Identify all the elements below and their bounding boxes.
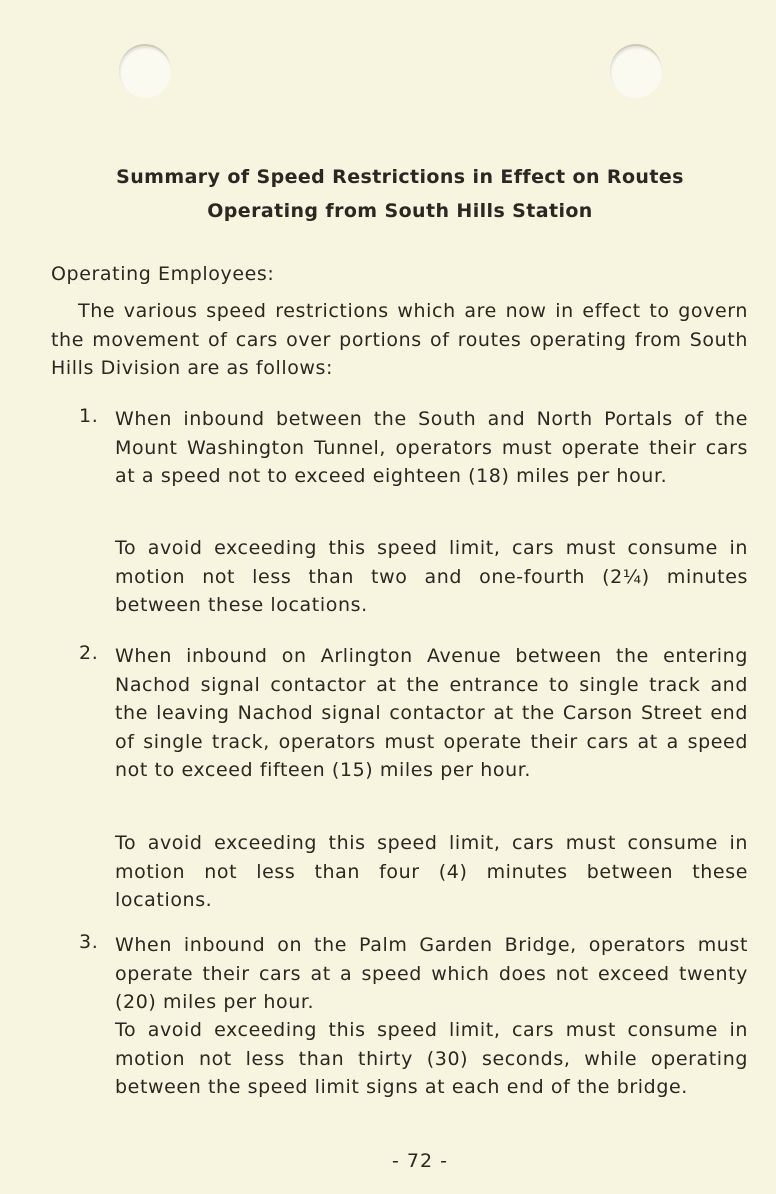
item-number: 1. [79,405,99,427]
item-number: 3. [79,931,99,953]
intro-paragraph: The various speed restrictions which are now in effect to govern the movement of cars over portions of routes operating from South Hills Division are as follows: [51,300,748,379]
salutation: Operating Employees: [51,263,275,285]
item-note: To avoid exceeding this speed limit, cars must consume in motion not less than thirty (30) seconds, while operating between the speed limit signs at each end of the bridge. [115,1019,748,1098]
item-note: To avoid exceeding this speed limit, cars must consume in motion not less than two and one-fourth (2¼) minutes between these locations. [115,537,748,616]
item-number: 2. [79,642,99,664]
binder-hole-left [119,44,171,98]
item-note: To avoid exceeding this speed limit, cars must consume in motion not less than four (4) minutes between these locations. [115,832,748,911]
binder-hole-right [610,44,662,98]
title-line-2: Operating from South Hills Station [207,200,593,222]
item-rule: When inbound between the South and North Portals of the Mount Washington Tunnel, operators must operate their cars at a speed not to exceed eighteen (18) miles per hour. [115,408,748,487]
page-number: - 72 - [392,1150,448,1172]
item-rule: When inbound on the Palm Garden Bridge, operators must operate their cars at a speed which does not exceed twenty (20) miles per hour. [115,934,748,1013]
item-rule: When inbound on Arlington Avenue between the entering Nachod signal contactor at the entrance to single track and the leaving Nachod signal contactor at the Carson Street end of single track, operators must operate their cars at a speed not to exceed fifteen (15) miles per hour. [115,645,748,781]
title-line-1: Summary of Speed Restrictions in Effect on Routes [116,166,684,188]
